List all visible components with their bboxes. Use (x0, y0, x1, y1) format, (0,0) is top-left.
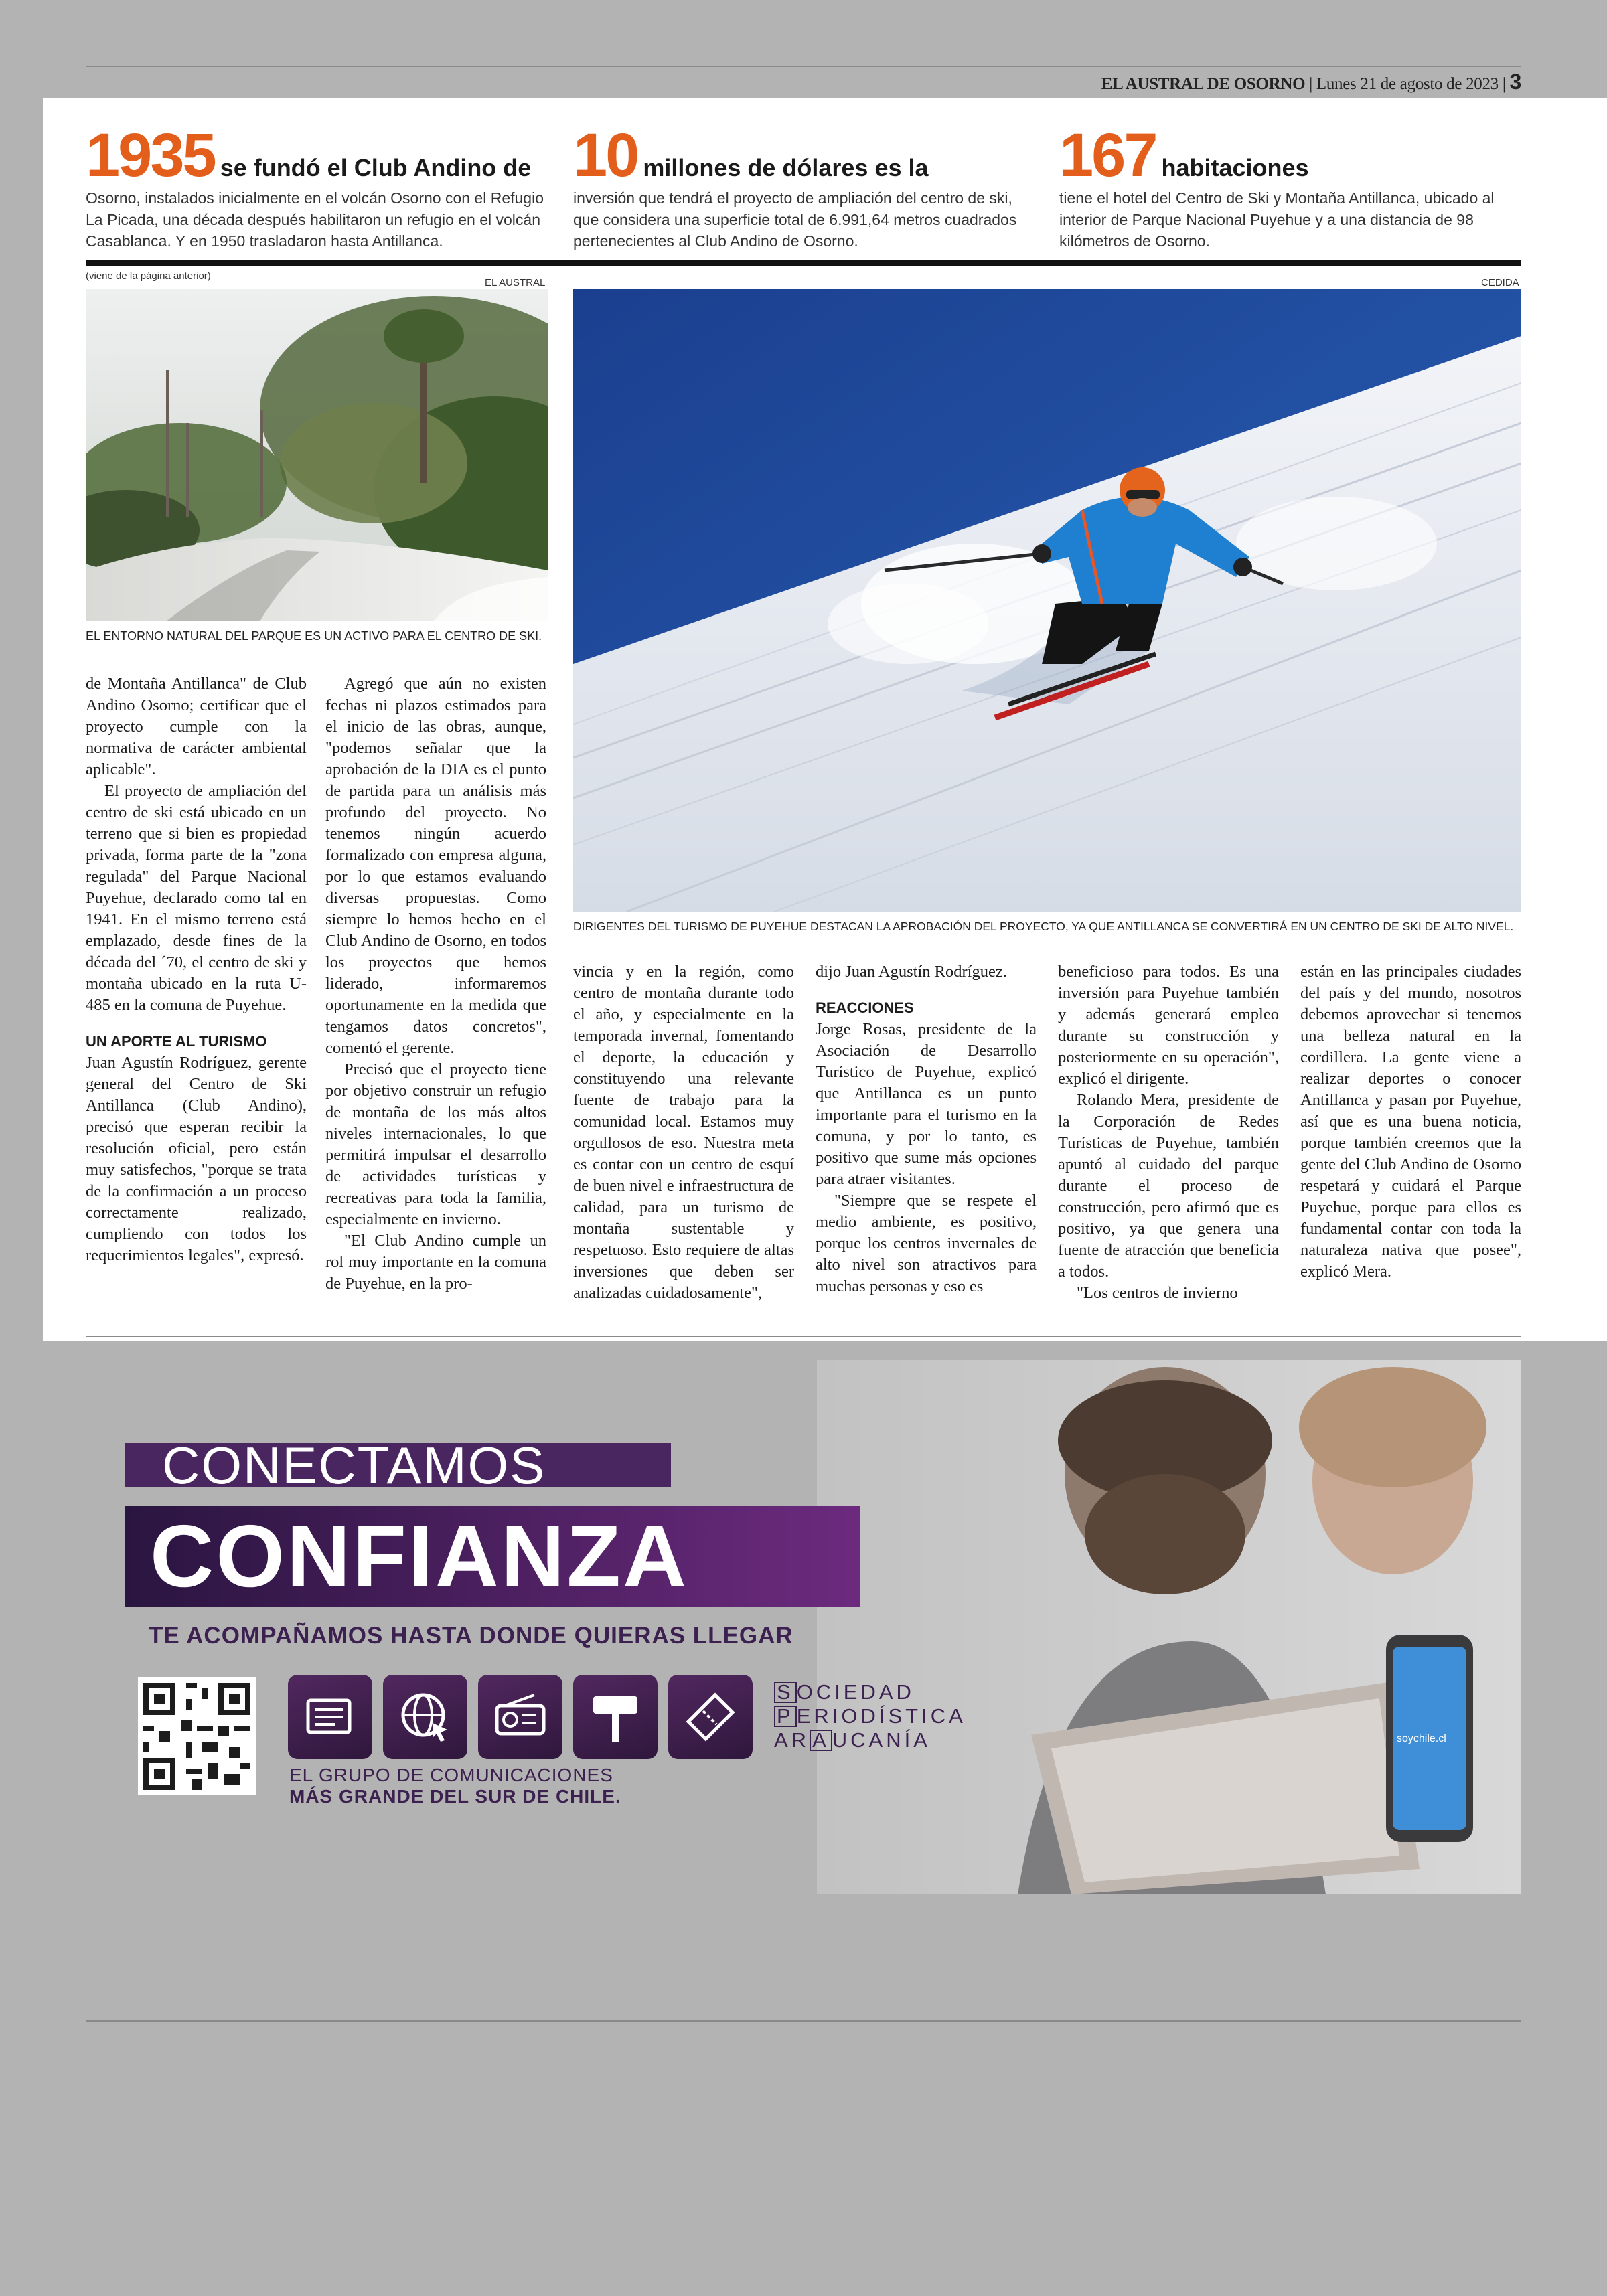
article-paragraph: Jorge Rosas, presidente de la Asociación de Desarrollo Turístico de Puyehue, explicó que Antillanca es un punto importante para el turismo en la comuna, y por lo tanto, es positivo que sume más opciones para atraer visitantes. (816, 1020, 1037, 1188)
stat-lead: millones de dólares es la (643, 154, 929, 181)
newspaper-icon (288, 1675, 372, 1759)
ad-title-conectamos: CONECTAMOS (125, 1443, 671, 1487)
brand-word: ERIODÍSTICA (796, 1704, 966, 1728)
section-divider (86, 260, 1521, 266)
ad-group-line2: MÁS GRANDE DEL SUR DE CHILE. (289, 1786, 621, 1807)
ad-group-text (289, 1765, 621, 1807)
article-paragraph: Rolando Mera, presidente de la Corporación de Redes Turísticas de Puyehue, también apuntó al cuidado del parque durante el proceso de construcción, pero afirmó que es positivo, ya que genera una fuente de atracción que beneficia a todos. (1058, 1091, 1279, 1281)
brand-word: OCIEDAD (796, 1680, 915, 1704)
stat-lead: habitaciones (1161, 154, 1309, 181)
brand-word: AR (774, 1728, 810, 1752)
ad-tagline: TE ACOMPAÑAMOS HASTA DONDE QUIERAS LLEGAR (149, 1623, 793, 1649)
newspaper-page (43, 98, 1607, 1341)
article-paragraph: El proyecto de ampliación del centro de ski está ubicado en un terreno que si bien es propiedad privada, forma parte de la "zona regulada" del Parque Nacional Puyehue, declarado como tal en 1941. En el mismo terreno está emplazado, desde fines de la década del ´70, el centro de ski y montaña ubicado en la ruta U-485 en la comuna de Puyehue. (86, 782, 307, 1014)
qr-code-icon[interactable] (138, 1677, 256, 1795)
article-paragraph: Juan Agustín Rodríguez, gerente general del Centro de Ski Antillanca (Club Andino), precisó que esperan recibir la resolución oficial, pero están muy satisfechos, "porque se trata de la confirmación a un proceso correctamente realizado, cumpliendo con todos los requerimientos legales", expresó. (86, 1054, 307, 1264)
subheading-reacciones: REACCIONES (816, 999, 914, 1016)
caption-left-photo: EL ENTORNO NATURAL DEL PARQUE ES UN ACTIVO PARA EL CENTRO DE SKI. (86, 629, 542, 643)
stat-block-10 (573, 121, 1035, 252)
ad-group-line1: EL GRUPO DE COMUNICACIONES (289, 1765, 613, 1785)
brand-initial-a: A (810, 1730, 832, 1751)
top-rule (86, 66, 1521, 67)
stat-number: 167 (1059, 121, 1156, 189)
stat-block-1935 (86, 121, 548, 252)
stat-body: Osorno, instalados inicialmente en el volcán Osorno con el Refugio La Picada, una década después habilitaron un refugio en el volcán Casablanca. Y en 1950 trasladaron hasta Antillanca. (86, 189, 544, 250)
article-paragraph: Precisó que el proyecto tiene por objetivo construir un refugio de montaña de los más altos niveles internacionales, lo que permitirá impulsar el desarrollo de actividades turísticas y recreativas para toda la familia, especialmente en invierno. (325, 1060, 546, 1228)
brand-initial-p: P (774, 1706, 797, 1727)
article-paragraph: vincia y en la región, como centro de montaña durante todo el año, y especialmente en la temporada invernal, fomentando el deporte, la educación y constituyendo una relevante fuente de trabajo para la comunidad local. Estamos muy orgullosos de eso. Nuestra meta es contar con un centro de esquí de buen nivel e infraestructura de calidad, para un turismo de montaña sustentable y respetuoso. Esto requiere de altas inversiones que deben ser analizadas cuidadosamente", (573, 963, 794, 1302)
family-tablet-illustration (817, 1360, 1521, 1894)
stat-body: inversión que tendrá el proyecto de ampliación del centro de ski, que considera una superficie total de 6.991,64 metros cuadrados pertenecientes al Club Andino de Osorno. (573, 189, 1017, 250)
photo-credit-right: CEDIDA (1481, 277, 1519, 289)
article-paragraph: de Montaña Antillanca" de Club Andino Osorno; certificar que el proyecto cumple con la normativa de carácter ambiental aplicable". (86, 675, 307, 778)
bottom-rule (86, 2020, 1521, 2022)
ad-photo (817, 1360, 1521, 1894)
article-paragraph: dijo Juan Agustín Rodríguez. (816, 963, 1007, 981)
subheading-aporte: UN APORTE AL TURISMO (86, 1033, 267, 1050)
radio-icon (478, 1675, 562, 1759)
masthead-paper: EL AUSTRAL DE OSORNO (1101, 75, 1306, 93)
brand-word: UCANÍA (832, 1728, 931, 1752)
article-column-3 (573, 961, 794, 1304)
ad-title-confianza: CONFIANZA (125, 1506, 860, 1607)
article-paragraph: beneficioso para todos. Es una inversión para Puyehue también y además generará empleo durante su construcción y posteriormente en su operación", explicó el dirigente. (1058, 963, 1279, 1088)
article-paragraph: Agregó que aún no existen fechas ni plazos estimados para el inicio de las obras, aunque, "podemos señalar que la aprobación de la DIA es el punto de partida para un análisis más profundo del proyecto. No tenemos ningún acuerdo formalizado con empresa alguna, por lo que estamos evaluando diversas propuestas. Como siempre lo hemos hecho en el Club Andino de Osorno, en todos los proyectos que hemos liderado, informaremos oportunamente en la medida que tengamos datos concretos", comentó el gerente. (325, 675, 546, 1057)
article-paragraph: están en las principales ciudades del país y del mundo, nosotros debemos aprovechar si tenemos una belleza natural en la cordillera. La gente viene a realizar deportes o conocer Antillanca y pasan por Puyehue, así que es una buena noticia, porque también creemos que la gente del Club Andino de Osorno respetará y cuidará el Parque Puyehue, porque para ellos es fundamental contar con toda la naturaleza nativa que posee", explicó Mera. (1300, 963, 1521, 1281)
article-column-2 (325, 673, 546, 1295)
ticket-icon (668, 1675, 753, 1759)
page-number: 3 (1509, 70, 1521, 94)
photo-credit-left: EL AUSTRAL (485, 277, 546, 289)
article-column-5 (1058, 961, 1279, 1304)
brand-logo (774, 1680, 966, 1752)
article-column-6 (1300, 961, 1521, 1283)
article-paragraph: "Los centros de invierno (1077, 1284, 1238, 1302)
skier-illustration (573, 289, 1521, 912)
brand-initial-s: S (774, 1682, 797, 1703)
continued-note: (viene de la página anterior) (86, 270, 211, 282)
mid-rule (86, 1336, 1521, 1337)
forest-photo (86, 289, 548, 621)
article-column-1 (86, 673, 307, 1266)
caption-main-photo: DIRIGENTES DEL TURISMO DE PUYEHUE DESTACAN LA APROBACIÓN DEL PROYECTO, YA QUE ANTILLANCA SE CONVERTIRÁ EN UN CENTRO DE SKI DE ALTO NIVEL. (573, 920, 1514, 933)
article-paragraph: "El Club Andino cumple un rol muy importante en la comuna de Puyehue, en la pro- (325, 1232, 546, 1293)
stat-number: 10 (573, 121, 638, 189)
globe-cursor-icon (383, 1675, 467, 1759)
phone-screen-text: soychile.cl (1397, 1733, 1446, 1744)
masthead: EL AUSTRAL DE OSORNO | Lunes 21 de agosto de 2023 | 3 (1101, 70, 1521, 94)
article-column-4 (816, 961, 1037, 1297)
stat-number: 1935 (86, 121, 215, 189)
stat-block-167 (1059, 121, 1521, 252)
skier-photo (573, 289, 1521, 912)
masthead-date: Lunes 21 de agosto de 2023 (1316, 75, 1499, 93)
signpost-icon (573, 1675, 658, 1759)
stat-lead: se fundó el Club Andino de (220, 154, 532, 181)
stat-body: tiene el hotel del Centro de Ski y Montaña Antillanca, ubicado al interior de Parque Nacional Puyehue y a una distancia de 98 kilómetros de Osorno. (1059, 189, 1495, 250)
forest-illustration (86, 289, 548, 621)
article-paragraph: "Siempre que se respete el medio ambiente, es positivo, porque los centros invernales de alto nivel son atractivos para muchas personas y eso es (816, 1192, 1037, 1295)
